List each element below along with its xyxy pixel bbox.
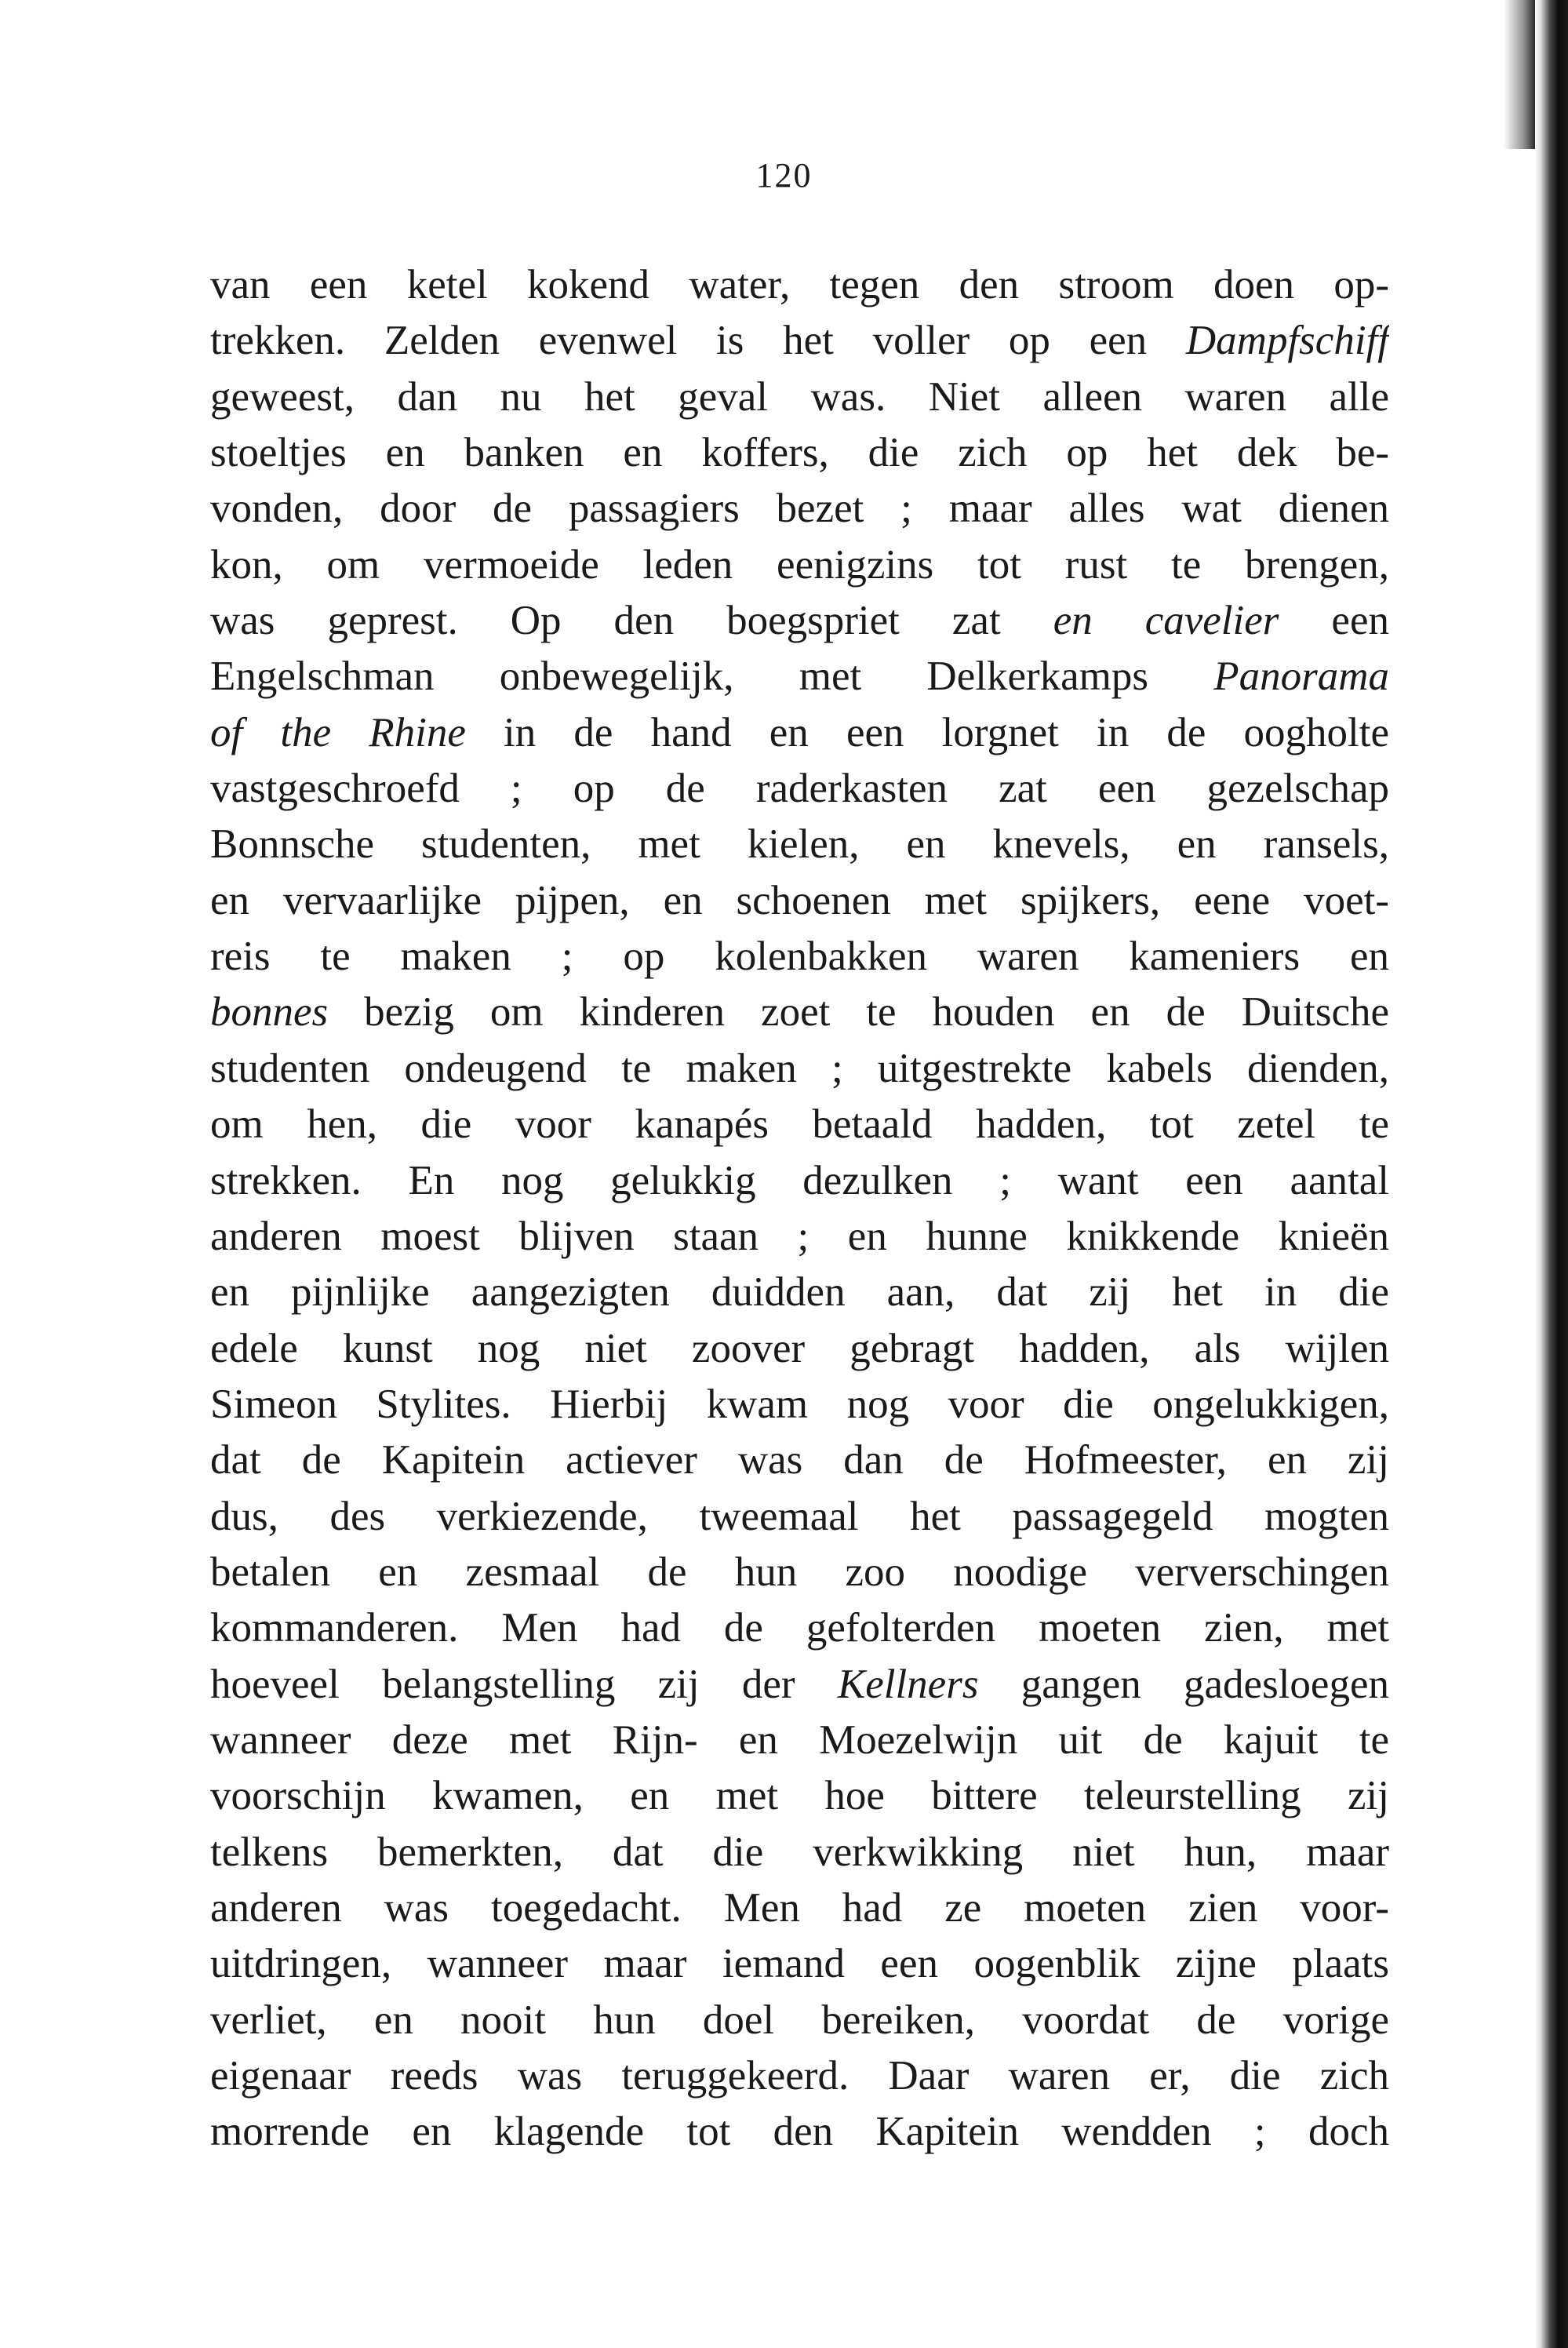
text-line: en vervaarlijke pijpen, en schoenen met spijkers, eene voet- <box>210 877 1389 923</box>
text-line: voorschijn kwamen, en met hoe bittere teleurstelling zij <box>210 1773 1389 1819</box>
binding-edge <box>1535 0 1568 2348</box>
italic-phrase: Kellners <box>837 1661 979 1707</box>
text-line: trekken. Zelden evenwel is het voller op een Dampfschiff <box>210 318 1389 364</box>
text-line: eigenaar reeds was teruggekeerd. Daar waren er, die zich <box>210 2053 1389 2099</box>
text-line: Bonnsche studenten, met kielen, en knevels, en ransels, <box>210 821 1389 868</box>
text-line: Engelschman onbewegelijk, met Delkerkamps Panorama <box>210 653 1389 700</box>
text-line: dat de Kapitein actiever was dan de Hofmeester, en zij <box>210 1437 1389 1483</box>
italic-phrase: en cavelier <box>1053 598 1279 644</box>
text-line: Simeon Stylites. Hierbij kwam nog voor die ongelukkigen, <box>210 1381 1389 1427</box>
page-number: 120 <box>755 156 813 195</box>
text-line: strekken. En nog gelukkig dezulken ; want een aantal <box>210 1157 1389 1203</box>
text-line: vastgeschroefd ; op de raderkasten zat een gezelschap <box>210 766 1389 812</box>
text-line: wanneer deze met Rijn- en Moezelwijn uit de kajuit te <box>210 1716 1389 1763</box>
italic-phrase: Panorama <box>1213 653 1389 700</box>
text-line: om hen, die voor kanapés betaald hadden, tot zetel te <box>210 1101 1389 1148</box>
text-line: bonnes bezig om kinderen zoet te houden en de Duitsche <box>210 989 1389 1036</box>
text-line: studenten ondeugend te maken ; uitgestrekte kabels dienden, <box>210 1045 1389 1091</box>
text-line: vonden, door de passagiers bezet ; maar alles wat dienen <box>210 486 1389 532</box>
text-line: morrende en klagende tot den Kapitein wendden ; doch <box>210 2109 1389 2155</box>
text-line: telkens bemerkten, dat die verkwikking niet hun, maar <box>210 1829 1389 1875</box>
text-line: hoeveel belangstelling zij der Kellners gangen gadesloegen <box>210 1661 1389 1707</box>
text-line: kon, om vermoeide leden eenigzins tot rust te brengen, <box>210 541 1389 588</box>
text-line: edele kunst nog niet zoover gebragt hadden, als wijlen <box>210 1325 1389 1371</box>
text-line: uitdringen, wanneer maar iemand een oogenblik zijne plaats <box>210 1941 1389 1987</box>
binding-shadow-top <box>1504 0 1535 149</box>
text-line: dus, des verkiezende, tweemaal het passagegeld mogten <box>210 1493 1389 1539</box>
italic-phrase: of the Rhine <box>210 709 466 755</box>
italic-phrase: Dampfschiff <box>1185 318 1389 364</box>
italic-phrase: bonnes <box>210 989 329 1036</box>
text-line: geweest, dan nu het geval was. Niet alleen waren alle <box>210 373 1389 420</box>
text-line: kommanderen. Men had de gefolterden moeten zien, met <box>210 1605 1389 1651</box>
text-line: stoeltjes en banken en koffers, die zich op het dek be- <box>210 430 1389 476</box>
text-line: en pijnlijke aangezigten duidden aan, dat zij het in die <box>210 1269 1389 1316</box>
text-line: verliet, en nooit hun doel bereiken, voordat de vorige <box>210 1997 1389 2043</box>
body-text <box>210 257 1389 2161</box>
text-line: anderen was toegedacht. Men had ze moeten zien voor- <box>210 1884 1389 1931</box>
text-line: betalen en zesmaal de hun zoo noodige ververschingen <box>210 1549 1389 1595</box>
text-line: van een ketel kokend water, tegen den stroom doen op- <box>210 262 1389 308</box>
text-line: of the Rhine in de hand en een lorgnet in de oogholte <box>210 709 1389 755</box>
text-line: reis te maken ; op kolenbakken waren kameniers en <box>210 934 1389 980</box>
text-line: anderen moest blijven staan ; en hunne knikkende knieën <box>210 1213 1389 1259</box>
text-line: was geprest. Op den boegspriet zat en cavelier een <box>210 598 1389 644</box>
